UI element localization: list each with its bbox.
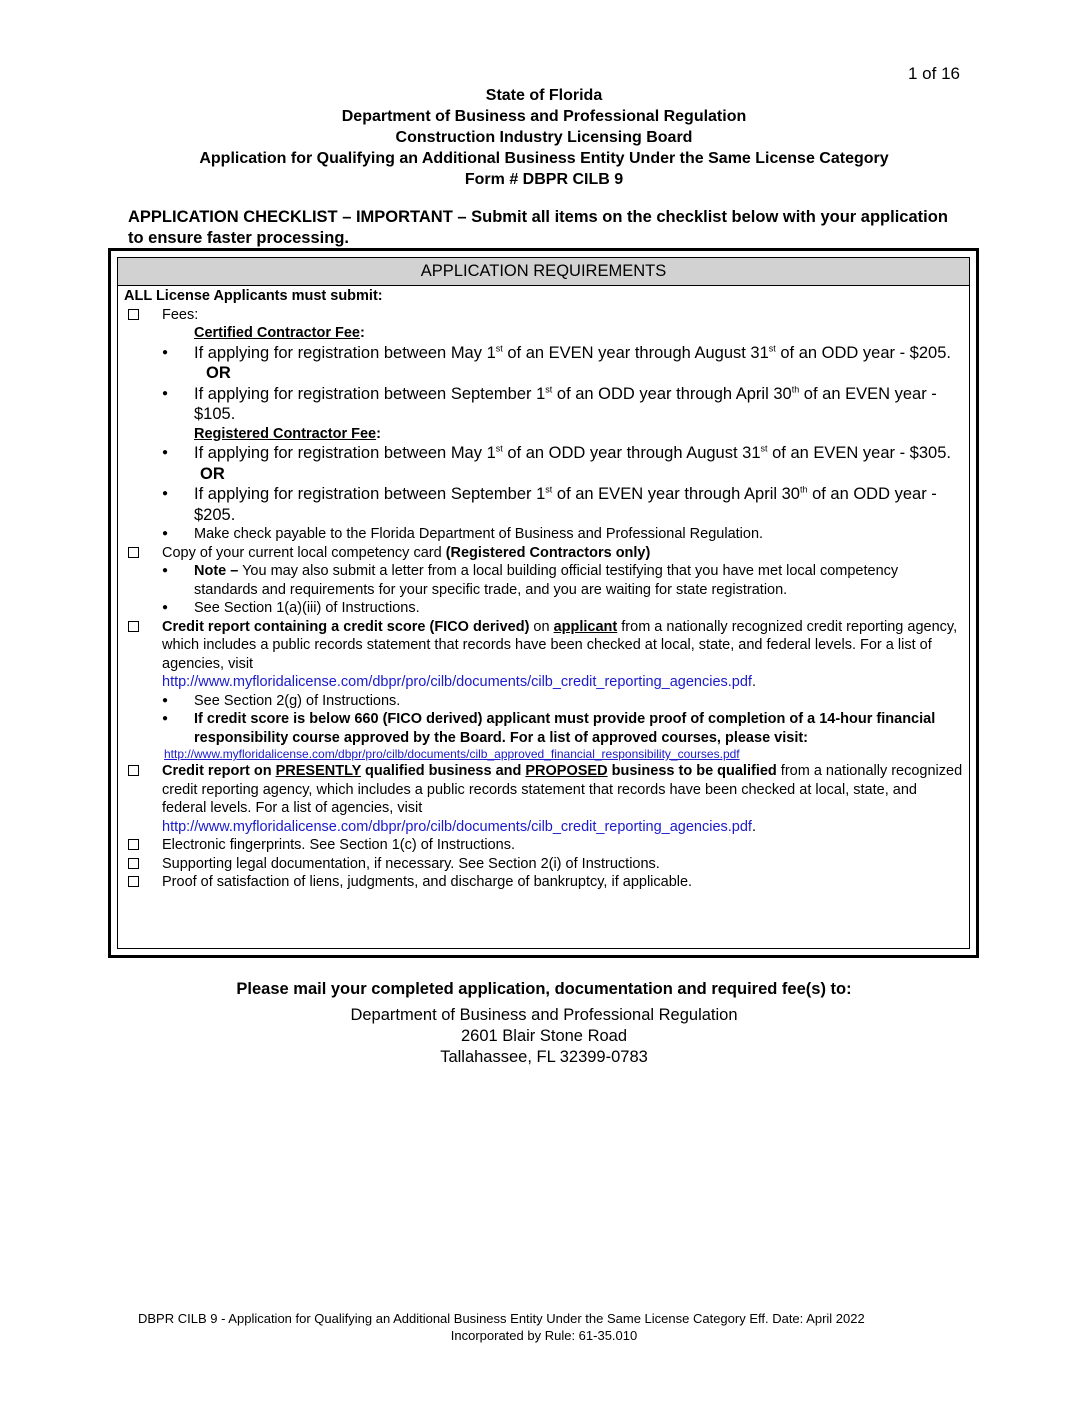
registered-fee-a: ● If applying for registration between May 1st of an ODD year through August 31st of an EVEN year - $305. (162, 443, 951, 462)
competency-item: Copy of your current local competency card (Registered Contractors only) (124, 544, 965, 563)
checkbox[interactable] (128, 858, 139, 869)
header-title: Application for Qualifying an Additional Business Entity Under the Same License Category (199, 150, 889, 167)
bullet-icon: ● (162, 387, 169, 399)
bullet-icon: ● (162, 565, 169, 576)
fees-item (124, 306, 965, 325)
certified-label: Certified Contractor Fee (194, 325, 360, 341)
or-separator: OR (200, 464, 225, 483)
page-number: 1 of 16 (908, 64, 960, 83)
bullet-icon: ● (162, 713, 169, 724)
courses-link[interactable]: http://www.myfloridalicense.com/dbpr/pro/cilb/documents/cilb_approved_financial_responsibility_courses.pdf (164, 747, 740, 761)
address-line-3: Tallahassee, FL 32399-0783 (440, 1048, 648, 1066)
fingerprints-item: Electronic fingerprints. See Section 1(c) of Instructions. (124, 836, 965, 855)
registered-fee-heading: Registered Contractor Fee: (194, 425, 381, 442)
address-line-1: Department of Business and Professional Regulation (350, 1006, 738, 1024)
header-department: Department of Business and Professional Regulation (341, 108, 747, 125)
registered-fee-b: ● If applying for registration between September 1st of an EVEN year through April 30th of an ODD year - $205. (162, 484, 937, 524)
credit-agencies-link-2[interactable]: http://www.myfloridalicense.com/dbpr/pro/cilb/documents/cilb_credit_reporting_agencies.pdf (162, 818, 752, 835)
registered-label: Registered Contractor Fee (194, 425, 377, 442)
business-credit-item: Credit report on PRESENTLY qualified business and PROPOSED business to be qualified from a nationally recognized credit reporting agency, which includes a public records statement that records have been checked at local, state, and federal levels. For a list of agencies, visit http://www.myfloridalicense.com/dbpr/pro/cilb/documents/cilb_credit_reporting_agencies.pdf. (124, 762, 965, 836)
footer-form-info: DBPR CILB 9 - Application for Qualifying an Additional Business Entity Under the Same License Category Eff. Date: April 2022 (138, 1311, 865, 1326)
requirements-heading: APPLICATION REQUIREMENTS (118, 258, 969, 286)
or-separator: OR (206, 364, 231, 382)
see-section-2g: ● See Section 2(g) of Instructions. (162, 692, 401, 709)
requirements-box (108, 248, 979, 958)
credit-report-item: Credit report containing a credit score (FICO derived) on applicant from a nationally recognized credit reporting agency, which includes a public records statement that records have been checked at local, state, and federal levels. For a list of agencies, visit http://www.myfloridalicense.com/dbpr/pro/cilb/documents/cilb_credit_reporting_agencies.pdf. (124, 618, 965, 692)
certified-fee-heading: Certified Contractor Fee: (194, 325, 365, 341)
header-form-number: Form # DBPR CILB 9 (464, 171, 624, 188)
footer-rule: Incorporated by Rule: 61-35.010 (450, 1328, 638, 1343)
form-header (0, 85, 1088, 190)
address-line-2: 2601 Blair Stone Road (460, 1027, 628, 1045)
bullet-icon: ● (162, 447, 169, 458)
requirements-intro: ALL License Applicants must submit: (124, 288, 383, 304)
header-board: Construction Industry Licensing Board (395, 129, 693, 146)
fees-label: Fees: (162, 306, 199, 323)
certified-fee-a: ● If applying for registration between May 1st of an EVEN year through August 31st of an ODD year - $205. (162, 343, 951, 362)
checkbox[interactable] (128, 839, 139, 850)
bullet-icon: ● (162, 346, 169, 358)
check-payable-note: ● Make check payable to the Florida Department of Business and Professional Regulation. (162, 526, 764, 542)
mailing-address (0, 1005, 1088, 1068)
competency-note: ● Note – You may also submit a letter from a local building official testifying that you have met local competency standards and requirements for your specific trade, and you are waiting for state registration. (162, 563, 899, 598)
checkbox[interactable] (128, 547, 139, 558)
legal-docs-item: Supporting legal documentation, if necessary. See Section 2(i) of Instructions. (124, 855, 965, 874)
checkbox[interactable] (128, 876, 139, 887)
bullet-icon: ● (162, 694, 169, 706)
mail-heading: Please mail your completed application, documentation and required fee(s) to: (236, 980, 852, 998)
certified-fee-b: ● If applying for registration between September 1st of an ODD year through April 30th of an EVEN year - $105. (162, 384, 937, 423)
fico-note: ● If credit score is below 660 (FICO derived) applicant must provide proof of completion of a 14-hour financial responsibility course approved by the Board. For a list of approved courses, please visit: (162, 711, 936, 746)
liens-item: Proof of satisfaction of liens, judgments, and discharge of bankruptcy, if applicable. (124, 873, 965, 892)
checkbox[interactable] (128, 621, 139, 632)
checkbox[interactable] (128, 309, 139, 320)
see-section-1a: ● See Section 1(a)(iii) of Instructions. (162, 600, 420, 616)
checklist-note: APPLICATION CHECKLIST – IMPORTANT – Submit all items on the checklist below with your application to ensure faster processing. (128, 208, 948, 247)
bullet-icon: ● (162, 528, 169, 539)
bullet-icon: ● (162, 602, 169, 613)
credit-agencies-link[interactable]: http://www.myfloridalicense.com/dbpr/pro/cilb/documents/cilb_credit_reporting_agencies.pdf (162, 674, 752, 690)
header-state: State of Florida (485, 87, 603, 104)
checkbox[interactable] (128, 765, 139, 776)
bullet-icon: ● (162, 488, 169, 499)
